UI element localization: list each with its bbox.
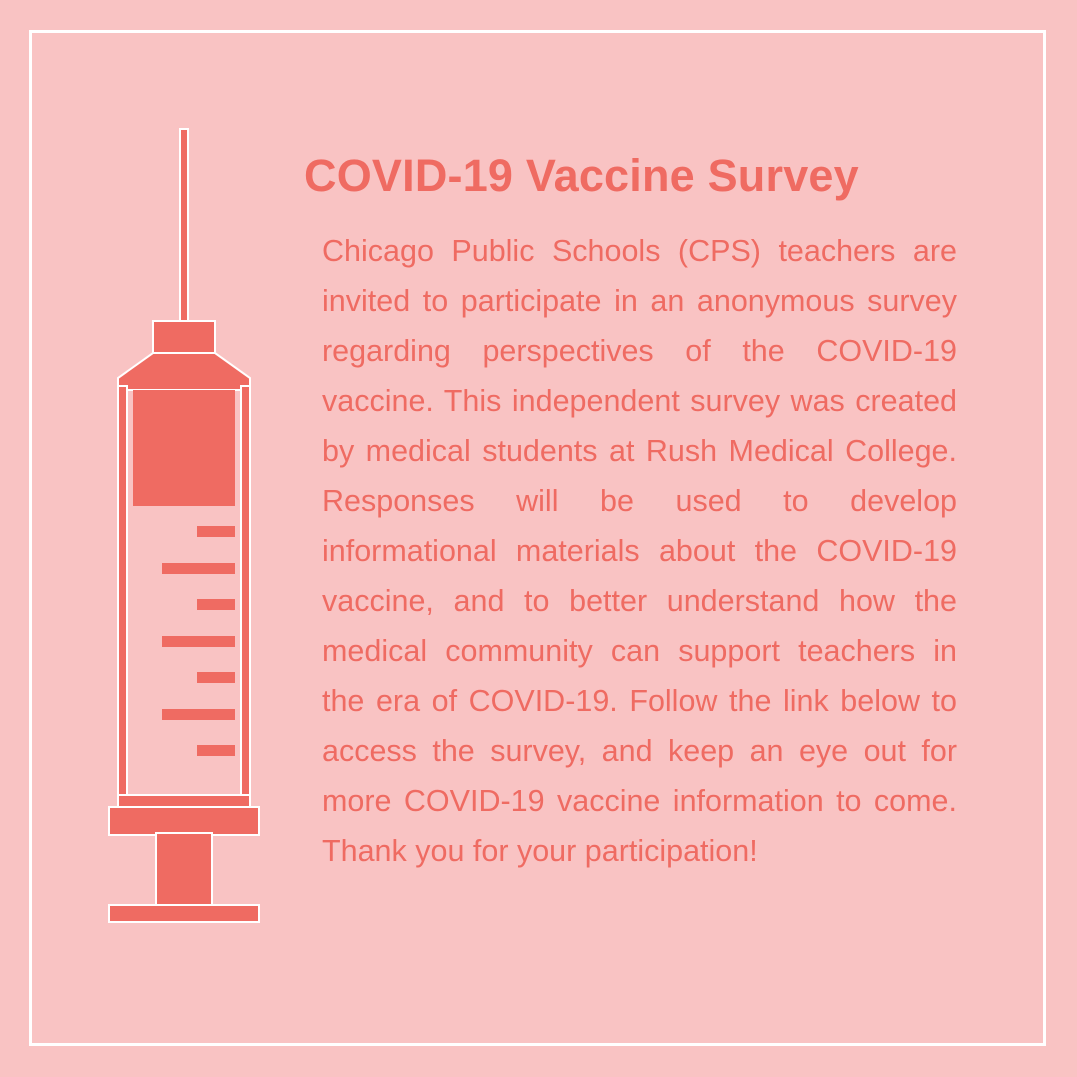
page-title: COVID-19 Vaccine Survey xyxy=(304,150,859,201)
survey-description: Chicago Public Schools (CPS) teachers are invited to participate in an anonymous survey regarding perspectives of the COVID-19 vaccine. This independent survey was created by medical students at Rush Medical College. Responses will be used to develop informational materials about the COVID-19 vaccine, and to better understand how the medical community can support teachers in the era of COVID-19. Follow the link below to access the survey, and keep an eye out for more COVID-19 vaccine information to come. Thank you for your participation! xyxy=(322,234,957,868)
syringe-icon xyxy=(104,128,264,928)
